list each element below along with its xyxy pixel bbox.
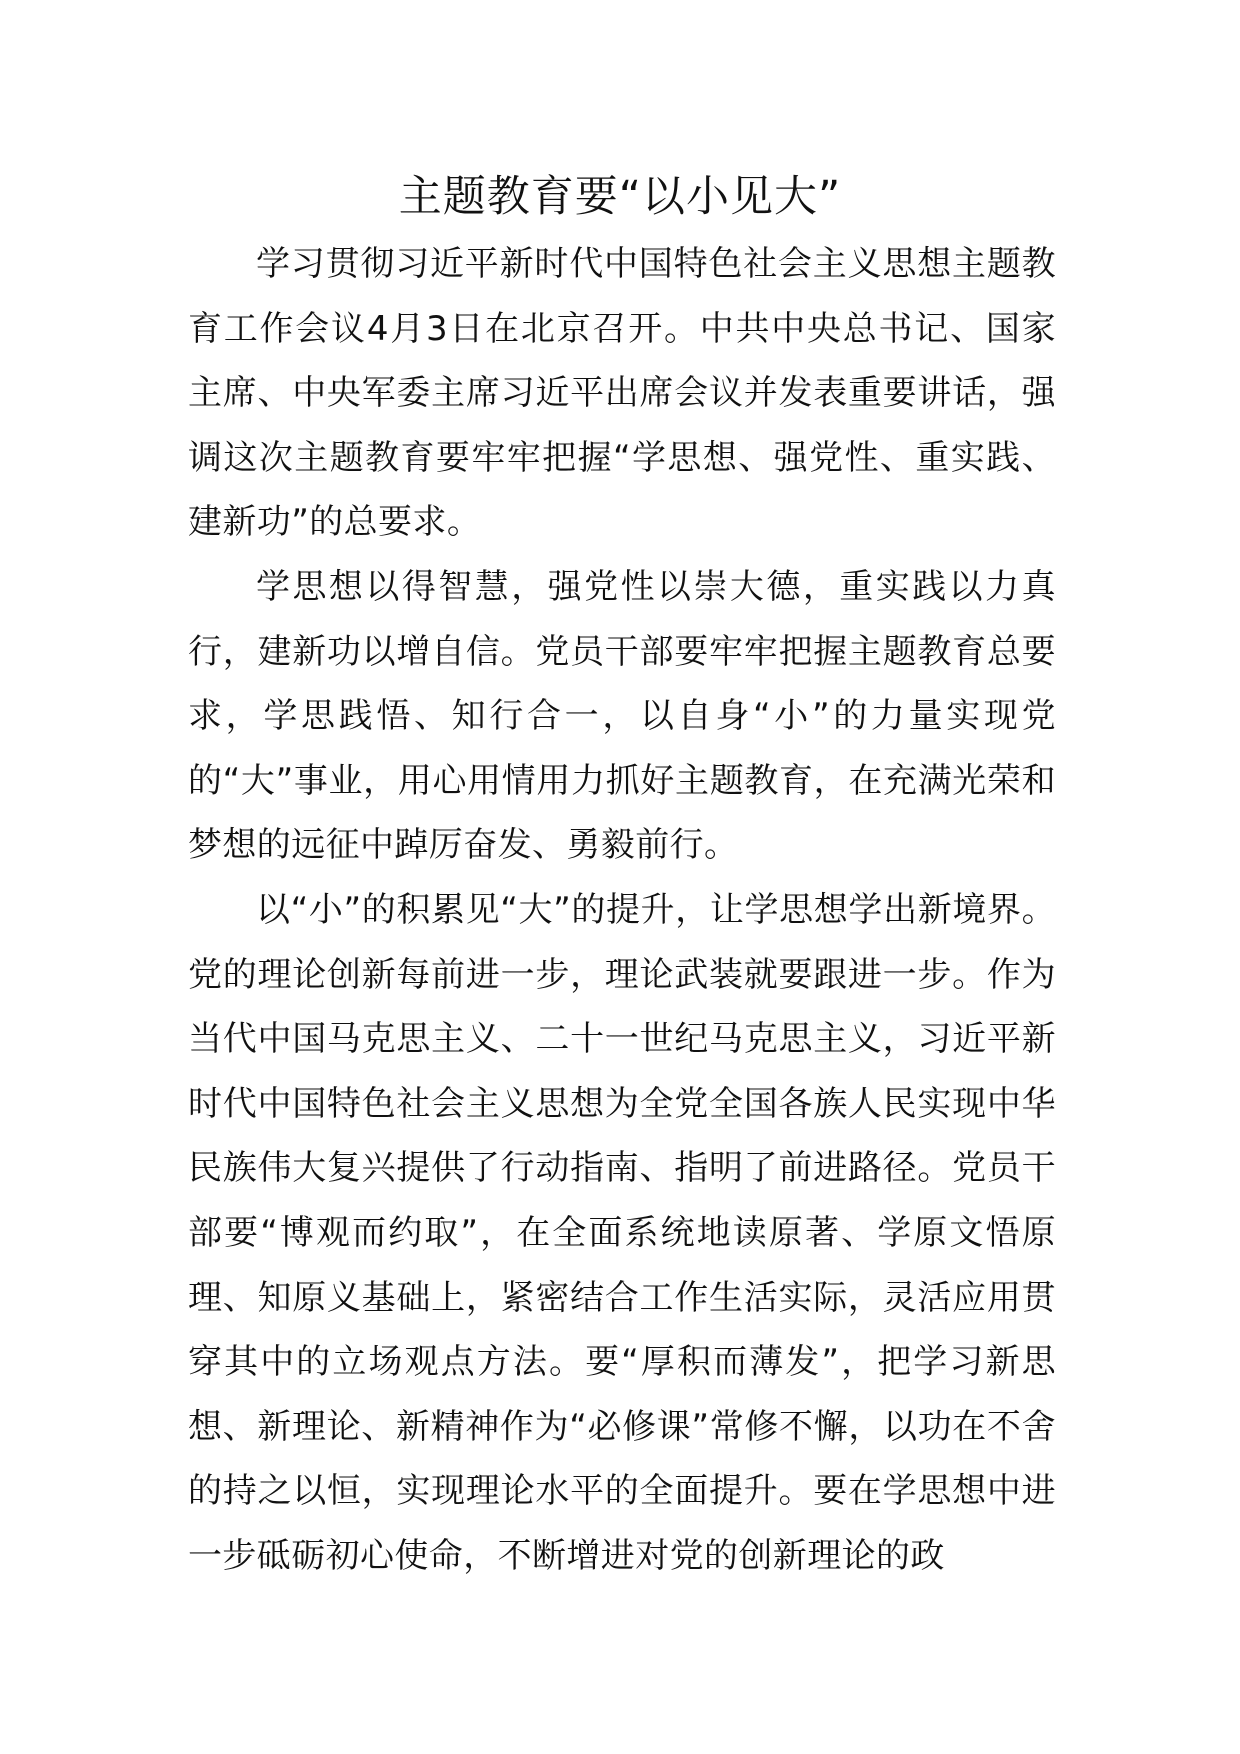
paragraph-3: 以“小”的积累见“大”的提升，让学思想学出新境界。党的理论创新每前进一步，理论武装就要跟进一步。作为当代中国马克思主义、二十一世纪马克思主义，习近平新时代中国特色社会主义思想为全党全国各族人民实现中华民族伟大复兴提供了行动指南、指明了前进路径。党员干部要“博观而约取”，在全面系统地读原著、学原文悟原理、知原义基础上，紧密结合工作生活实际，灵活应用贯穿其中的立场观点方法。要“厚积而薄发”，把学习新思想、新理论、新精神作为“必修课”常修不懈，以功在不舍的持之以恒，实现理论水平的全面提升。要在学思想中进一步砥砺初心使命，不断增进对党的创新理论的政 bbox=[188, 889, 1056, 1576]
paragraph-1: 学习贯彻习近平新时代中国特色社会主义思想主题教育工作会议4月3日在北京召开。中共中央总书记、国家主席、中央军委主席习近平出席会议并发表重要讲话，强调这次主题教育要牢牢把握“学思想、强党性、重实践、建新功”的总要求。 bbox=[188, 244, 1056, 543]
paragraph-2: 学思想以得智慧，强党性以崇大德，重实践以力真行，建新功以增自信。党员干部要牢牢把握主题教育总要求，学思践悟、知行合一，以自身“小”的力量实现党的“大”事业，用心用情用力抓好主题教育，在充满光荣和梦想的远征中踔厉奋发、勇毅前行。 bbox=[188, 566, 1056, 866]
document-title: 主题教育要“以小见大” bbox=[398, 172, 842, 222]
document-body bbox=[188, 232, 1056, 1588]
